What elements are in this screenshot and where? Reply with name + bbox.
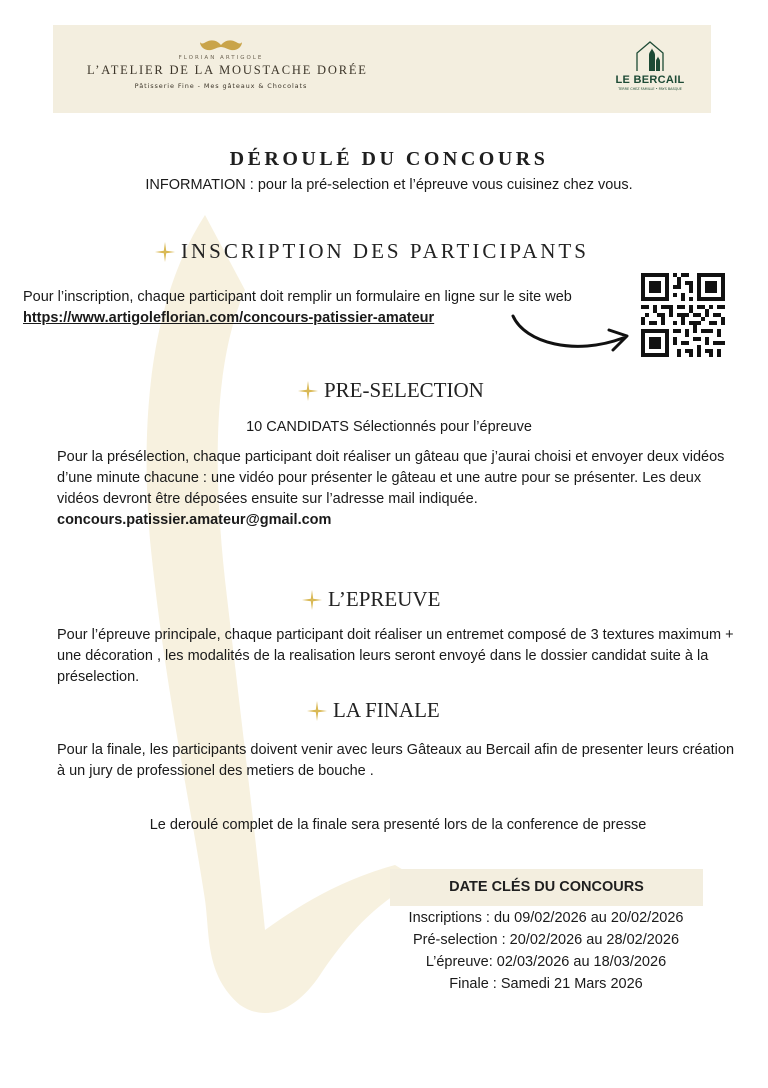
finale-note: Le deroulé complet de la finale sera presenté lors de la conference de presse [149, 817, 647, 833]
brand-owner: FLORIAN ARTIGOLE [178, 55, 264, 61]
sparkle-icon [155, 242, 175, 262]
candidats-count: 10 CANDIDATS Sélectionnés pour l’épreuve [246, 419, 532, 435]
epreuve-paragraph: Pour l’épreuve principale, chaque participant doit réaliser un entremet composé de 3 textures maximum + une décoration , les modalités de la realisation leurs seront envoyé dans le dossier candidat suite à la préselection. [57, 627, 734, 685]
header-banner [53, 25, 711, 113]
partner-tagline: TERRE CHEZ FAMILLE • PAYS BASQUE [618, 87, 682, 91]
sparkle-icon [302, 590, 322, 610]
finale-paragraph: Pour la finale, les participants doivent venir avec leurs Gâteaux au Bercail afin de presenter leurs création à un jury de professionel des metiers de bouche . [57, 742, 735, 779]
key-date-item: Inscriptions : du 09/02/2026 au 20/02/2026 [408, 910, 684, 926]
key-dates-list [380, 907, 712, 995]
qr-code-icon[interactable] [641, 273, 725, 357]
sparkle-icon [298, 381, 318, 401]
information-line: INFORMATION : pour la pré-selection et l’épreuve vous cuisinez chez vous. [145, 177, 633, 193]
key-date-item: Pré-selection : 20/02/2026 au 28/02/2026 [412, 932, 680, 948]
inscription-url-link[interactable]: https://www.artigoleflorian.com/concours-patissier-amateur [23, 310, 435, 326]
section-heading-preselection [298, 378, 484, 403]
section-heading-text: L’EPREUVE [328, 587, 441, 611]
section-heading-epreuve [302, 587, 440, 612]
contact-email-link[interactable]: concours.patissier.amateur@gmail.com [57, 512, 332, 528]
key-date-item: L’épreuve: 02/03/2026 au 18/03/2026 [425, 954, 667, 970]
brand-name: L’ATELIER DE LA MOUSTACHE DORÉE [87, 63, 368, 77]
section-heading-inscription [155, 239, 589, 264]
section-heading-text: LA FINALE [333, 698, 440, 722]
brand-tagline: Pâtisserie Fine - Mes gâteaux & Chocolats [134, 82, 308, 90]
section-heading-text: INSCRIPTION DES PARTICIPANTS [181, 239, 589, 263]
partner-logo [613, 39, 687, 91]
inscription-paragraph [23, 287, 572, 329]
key-date-item: Finale : Samedi 21 Mars 2026 [449, 976, 643, 992]
sparkle-icon [307, 701, 327, 721]
brand-logo [87, 39, 368, 90]
curved-arrow-icon [505, 308, 635, 358]
partner-name: LE BERCAIL [615, 74, 685, 86]
key-dates-heading: DATE CLÉS DU CONCOURS [390, 869, 703, 906]
section-heading-text: PRE-SELECTION [324, 378, 484, 402]
house-logo-icon [633, 39, 667, 73]
section-heading-finale [307, 698, 440, 723]
preselection-paragraph [57, 447, 737, 531]
inscription-text: Pour l’inscription, chaque participant doit remplir un formulaire en ligne sur le site web [23, 289, 572, 305]
mustache-logo-icon [199, 39, 243, 53]
preselection-text: Pour la présélection, chaque participant doit réaliser un gâteau que j’aurai choisi et envoyer deux vidéos d’une minute chacune : une vidéo pour présenter le gâteau et une autre pour se présenter. Les deux vidéos devront être déposées ensuite sur l’adresse mail indiquée. [57, 449, 725, 507]
page-title: DÉROULÉ DU CONCOURS [229, 148, 549, 170]
